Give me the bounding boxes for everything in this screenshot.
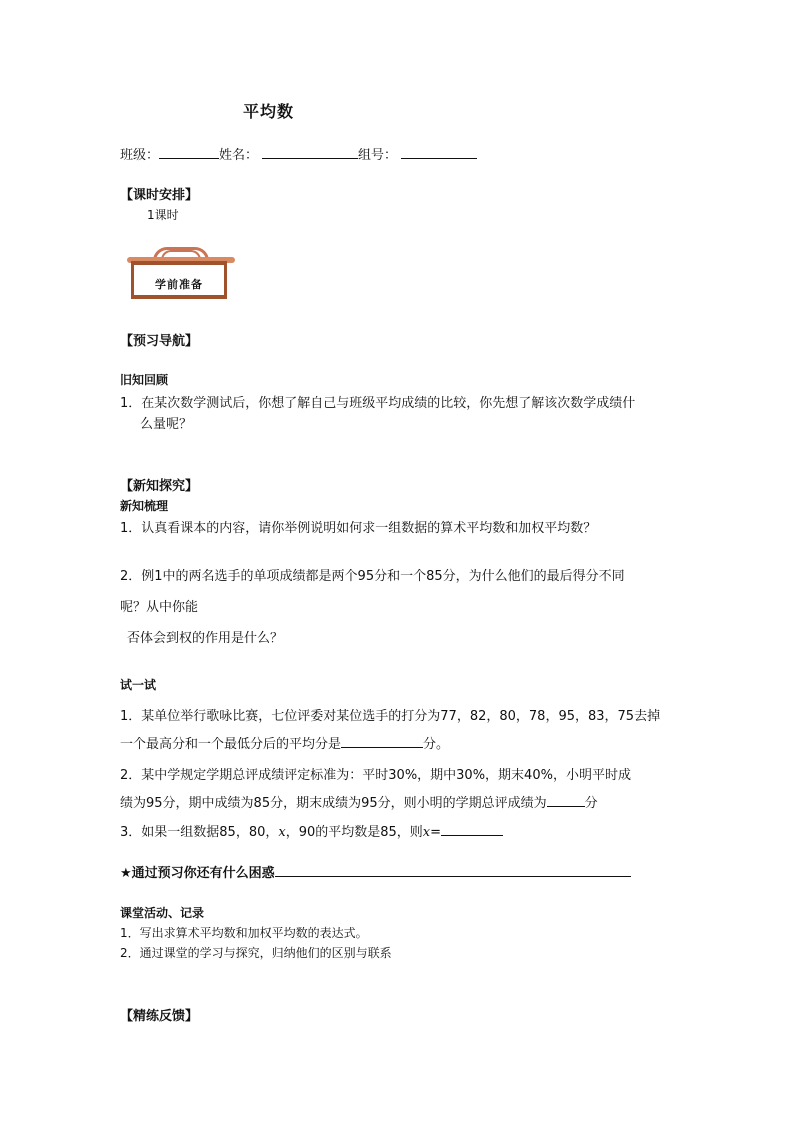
- doubt-line: [120, 862, 631, 881]
- group-label: 组号：: [358, 148, 398, 163]
- prep-sign-label: 学前准备: [155, 278, 203, 291]
- try-q1-unit: 分。: [423, 737, 450, 752]
- try-q3-equals: =: [430, 825, 442, 840]
- try-q3-blank[interactable]: [441, 823, 503, 836]
- preview-heading: 【预习导航】: [120, 334, 199, 349]
- explore-q1: 1．认真看课本的内容，请你举例说明如何求一组数据的算术平均数和加权平均数？: [120, 521, 597, 536]
- try-q2-unit: 分: [584, 796, 598, 811]
- explore-heading: 【新知探究】: [120, 479, 199, 494]
- explore-q2-line3: 否体会到权的作用是什么？: [127, 631, 284, 646]
- review-q1-line2: 么量呢？: [140, 417, 193, 432]
- try-q3-text-b: ，90的平均数是85，则: [285, 825, 423, 840]
- classroom-item-2: 2．通过课堂的学习与探究，归纳他们的区别与联系: [120, 946, 392, 960]
- try-q3-text-a: 3．如果一组数据85，80，: [120, 825, 279, 840]
- try-q1-line2: [120, 733, 449, 752]
- classroom-title: 课堂活动、记录: [120, 906, 205, 920]
- lesson-heading: 【课时安排】: [120, 188, 199, 203]
- name-blank[interactable]: [262, 146, 358, 159]
- prep-sign-illustration: [127, 247, 235, 302]
- name-label: 姓名：: [219, 148, 259, 163]
- class-blank[interactable]: [159, 146, 219, 159]
- page-title: 平均数: [243, 102, 295, 121]
- classroom-item-1: 1．写出求算术平均数和加权平均数的表达式。: [120, 926, 368, 940]
- sort-title: 新知梳理: [120, 499, 169, 513]
- review-title: 旧知回顾: [120, 373, 169, 387]
- doubt-prompt: ★通过预习你还有什么困惑: [120, 866, 275, 881]
- try-q2-blank[interactable]: [547, 794, 585, 807]
- student-info-line: [120, 144, 477, 163]
- try-q1-text: 一个最高分和一个最低分后的平均分是: [120, 737, 342, 752]
- group-blank[interactable]: [401, 146, 477, 159]
- class-label: 班级：: [120, 148, 160, 163]
- try-q3-var1: x: [278, 825, 286, 840]
- try-q3-var2: x: [422, 825, 431, 840]
- doubt-blank[interactable]: [275, 864, 631, 877]
- lesson-hours: 1课时: [147, 208, 179, 222]
- try-q3: [120, 821, 503, 840]
- try-q2-line2: [120, 792, 598, 811]
- try-q1-line1: 1．某单位举行歌咏比赛，七位评委对某位选手的打分为77，82，80，78，95，83，75去掉: [120, 709, 661, 724]
- try-q2-text: 绩为95分，期中成绩为85分，期末成绩为95分，则小明的学期总评成绩为: [120, 796, 547, 811]
- sign-board: [131, 261, 227, 299]
- feedback-heading: 【精练反馈】: [120, 1009, 199, 1024]
- try-q2-line1: 2．某中学规定学期总评成绩评定标准为：平时30%，期中30%，期末40%，小明平时成: [120, 768, 631, 783]
- explore-q2-line2: 呢？从中你能: [120, 600, 199, 615]
- try-title: 试一试: [120, 678, 157, 692]
- review-q1-line1: 1．在某次数学测试后，你想了解自己与班级平均成绩的比较，你先想了解该次数学成绩什: [120, 396, 636, 411]
- explore-q2-line1: 2．例1中的两名选手的单项成绩都是两个95分和一个85分，为什么他们的最后得分不同: [120, 569, 625, 584]
- try-q1-blank[interactable]: [341, 735, 423, 748]
